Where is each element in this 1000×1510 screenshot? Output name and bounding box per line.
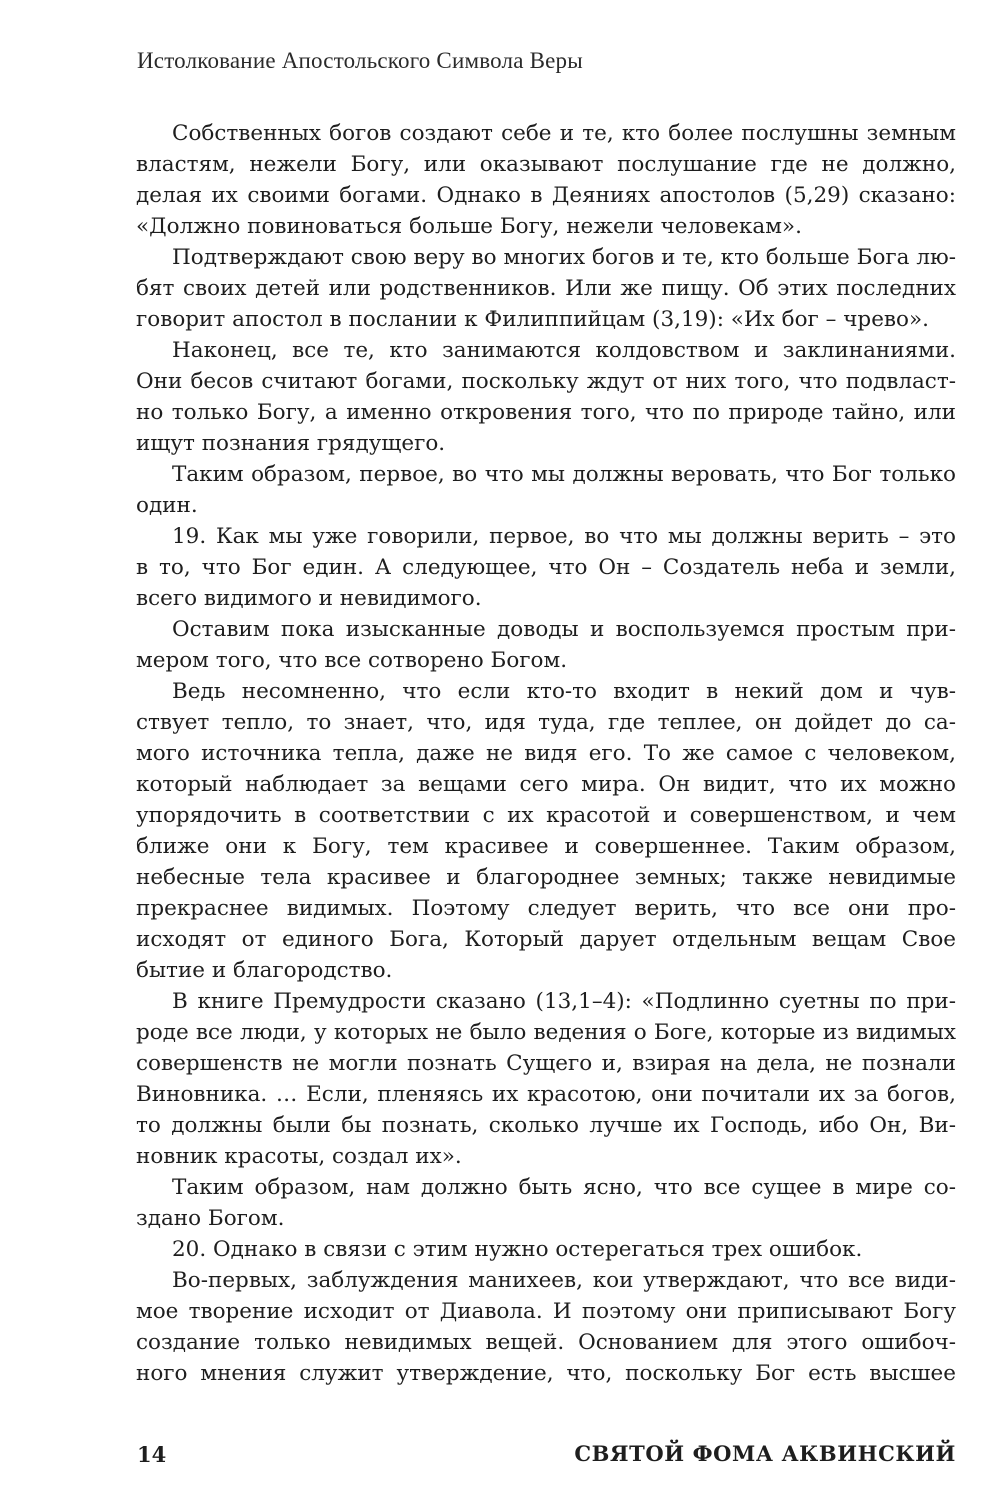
text-line: мое творение исходит от Диавола. И поэтому они приписывают Богу: [136, 1299, 956, 1324]
text-line: ного мнения служит утверждение, что, поскольку Бог есть высшее: [136, 1361, 956, 1386]
text-line: Они бесов считают богами, поскольку ждут от них того, что подвласт-: [136, 369, 956, 394]
text-line: здано Богом.: [136, 1206, 285, 1231]
text-line: Собственных богов создают себе и те, кто более послушны земным: [172, 121, 956, 146]
text-line: новник красоты, создал их».: [136, 1144, 462, 1169]
text-line: создание только невидимых вещей. Основанием для этого ошибоч-: [136, 1330, 956, 1355]
running-footer-author: СВЯТОЙ ФОМА АКВИНСКИЙ: [574, 1441, 956, 1466]
text-line: 19. Как мы уже говорили, первое, во что мы должны верить – это: [172, 524, 956, 549]
text-line: Таким образом, первое, во что мы должны веровать, что Бог только: [172, 462, 956, 487]
text-line: бытие и благородство.: [136, 958, 393, 983]
text-line: «Должно повиноваться больше Богу, нежели человекам».: [136, 214, 802, 239]
text-line: говорит апостол в послании к Филиппийцам (3,19): «Их бог – чрево».: [136, 307, 929, 332]
text-line: в то, что Бог един. А следующее, что Он – Создатель неба и земли,: [136, 555, 956, 580]
text-line: Оставим пока изысканные доводы и воспользуемся простым при-: [172, 617, 956, 642]
text-line: Ведь несомненно, что если кто-то входит в некий дом и чув-: [172, 679, 956, 704]
text-line: бят своих детей или родственников. Или же пищу. Об этих последних: [136, 276, 956, 301]
text-line: один.: [136, 493, 198, 518]
text-line: совершенств не могли познать Сущего и, взирая на дела, не познали: [136, 1051, 956, 1076]
text-line: исходят от единого Бога, Который дарует отдельным вещам Свое: [136, 927, 956, 952]
text-line: ближе они к Богу, тем красивее и совершеннее. Таким образом,: [136, 834, 956, 859]
text-line: небесные тела красивее и благороднее земных; также невидимые: [136, 865, 956, 890]
text-line: В книге Премудрости сказано (13,1–4): «Подлинно суетны по при-: [172, 989, 956, 1014]
body-text: [136, 118, 956, 1389]
text-line: то должны были бы познать, сколько лучше их Господь, ибо Он, Ви-: [136, 1113, 956, 1138]
text-line: но только Богу, а именно откровения того, что по природе тайно, или: [136, 400, 956, 425]
running-header-title: Истолкование Апостольского Символа Веры: [137, 48, 583, 73]
text-line: прекраснее видимых. Поэтому следует верить, что все они про-: [136, 896, 956, 921]
text-line: Наконец, все те, кто занимаются колдовством и заклинаниями.: [172, 338, 956, 363]
text-line: Таким образом, нам должно быть ясно, что все сущее в мире со-: [172, 1175, 956, 1200]
text-line: Во-первых, заблуждения манихеев, кои утверждают, что все види-: [172, 1268, 956, 1293]
text-line: упорядочить в соответствии с их красотой и совершенством, и чем: [136, 803, 956, 828]
text-line: Виновника. … Если, пленяясь их красотою, они почитали их за богов,: [136, 1082, 956, 1107]
text-line: 20. Однако в связи с этим нужно остерегаться трех ошибок.: [172, 1237, 863, 1262]
page-number: 14: [137, 1442, 167, 1467]
text-line: делая их своими богами. Однако в Деяниях апостолов (5,29) сказано:: [136, 183, 956, 208]
text-line: ищут познания грядущего.: [136, 431, 446, 456]
text-line: который наблюдает за вещами сего мира. Он видит, что их можно: [136, 772, 956, 797]
text-line: роде все люди, у которых не было ведения о Боге, которые из видимых: [136, 1020, 956, 1045]
text-line: мого источника тепла, даже не видя его. То же самое с человеком,: [136, 741, 956, 766]
text-line: властям, нежели Богу, или оказывают послушание где не должно,: [136, 152, 956, 177]
text-line: ствует тепло, то знает, что, идя туда, где теплее, он дойдет до са-: [136, 710, 956, 735]
text-line: мером того, что все сотворено Богом.: [136, 648, 568, 673]
text-line: Подтверждают свою веру во многих богов и те, кто больше Бога лю-: [172, 245, 956, 270]
text-line: всего видимого и невидимого.: [136, 586, 482, 611]
